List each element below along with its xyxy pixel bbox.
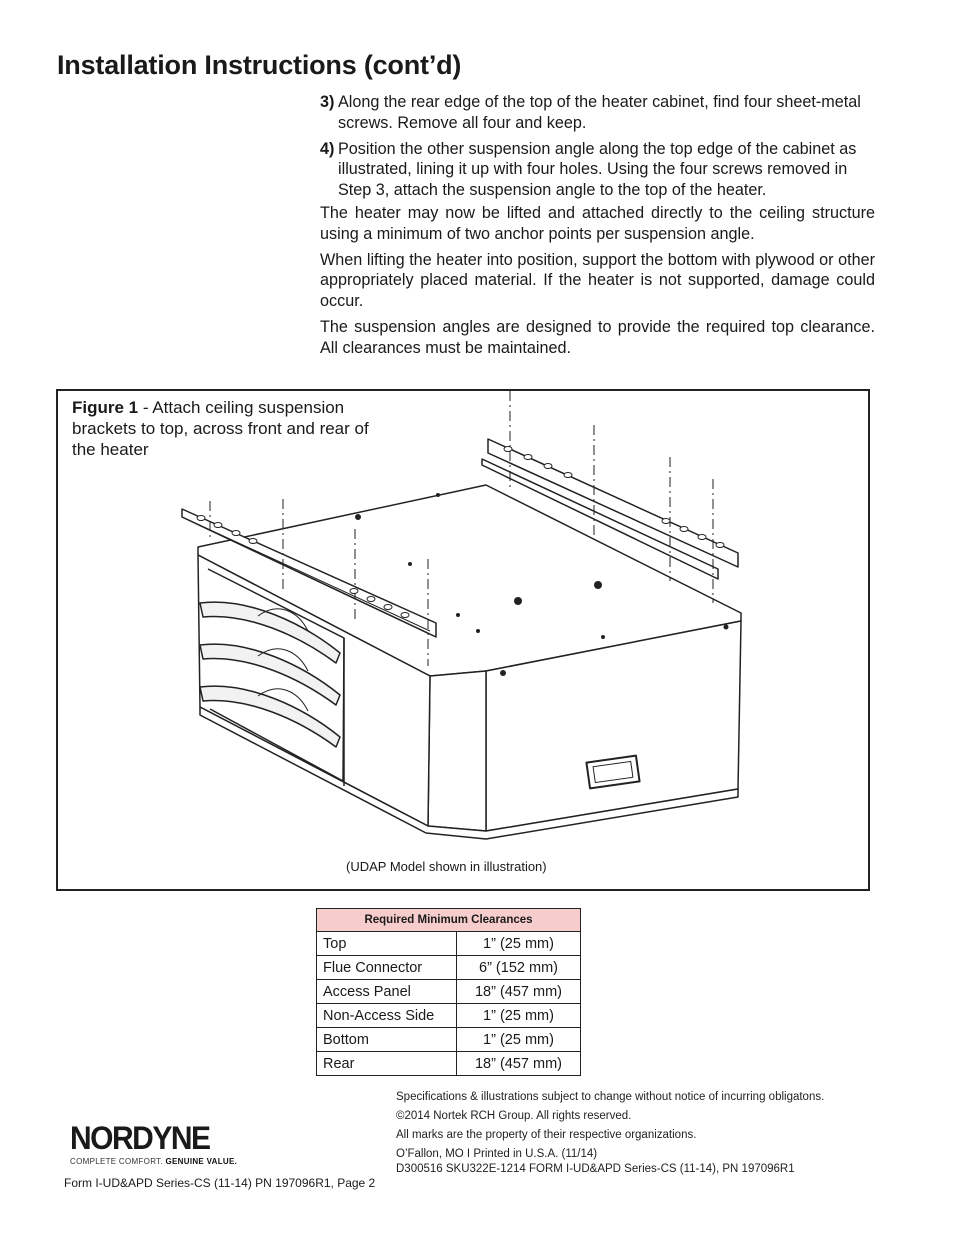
table-row	[317, 1028, 581, 1052]
access-handle	[586, 756, 639, 789]
figure-note: (UDAP Model shown in illustration)	[346, 859, 547, 874]
paragraph-lifting: The heater may now be lifted and attached directly to the ceiling structure using a minimum of two anchor points per suspension angle.	[320, 203, 875, 243]
step-text: Along the rear edge of the top of the heater cabinet, find four sheet-metal screws. Remove all four and keep.	[338, 93, 861, 132]
clearance-value: 6” (152 mm)	[457, 956, 581, 980]
clearance-value: 1” (25 mm)	[457, 1004, 581, 1028]
table-row	[317, 956, 581, 980]
step-number: 3)	[320, 93, 335, 111]
logo-tagline-bold: GENUINE VALUE.	[165, 1157, 238, 1166]
figure-1	[56, 389, 870, 891]
figure-caption	[72, 397, 392, 460]
fine-print	[396, 1088, 824, 1179]
figure-caption-text: - Attach ceiling suspension brackets to top, across front and rear of the heater	[72, 398, 369, 459]
clearance-location: Rear	[317, 1052, 457, 1076]
clearances-table-title: Required Minimum Clearances	[317, 909, 581, 932]
clearance-value: 18” (457 mm)	[457, 980, 581, 1004]
fine-print-line: All marks are the property of their respective organizations.	[396, 1129, 697, 1141]
fine-print-line: ©2014 Nortek RCH Group. All rights reserved.	[396, 1110, 632, 1122]
clearance-location: Top	[317, 932, 457, 956]
clearance-location: Flue Connector	[317, 956, 457, 980]
form-id: Form I-UD&APD Series-CS (11-14) PN 197096R1, Page 2	[64, 1176, 376, 1190]
heater-illustration	[58, 391, 868, 889]
clearances-table	[316, 908, 581, 1076]
clearance-value: 1” (25 mm)	[457, 932, 581, 956]
logo-tagline-plain: COMPLETE COMFORT.	[70, 1157, 163, 1166]
paragraph-support: When lifting the heater into position, support the bottom with plywood or other appropriately placed material. If the heater is not supported, damage could occur.	[320, 250, 875, 311]
clearance-location: Access Panel	[317, 980, 457, 1004]
clearance-location: Non-Access Side	[317, 1004, 457, 1028]
step-number: 4)	[320, 139, 335, 158]
heater-corner	[428, 671, 486, 831]
step-4	[320, 139, 875, 201]
fine-print-line: Specifications & illustrations subject to change without notice of incurring obligatons.	[396, 1091, 825, 1103]
logo-wordmark: NORDYNE	[70, 1121, 210, 1157]
nordyne-logo	[70, 1121, 237, 1166]
step-text: Position the other suspension angle along the top edge of the cabinet as illustrated, lining it up with four holes. Using the four screws removed in Step 3, attach the suspension angle to the top of the heater.	[338, 139, 857, 200]
clearance-location: Bottom	[317, 1028, 457, 1052]
table-row	[317, 1004, 581, 1028]
figure-label: Figure 1	[72, 398, 139, 417]
fine-print-line: O’Fallon, MO I Printed in U.S.A. (11/14)	[396, 1148, 598, 1160]
table-row	[317, 932, 581, 956]
clearance-value: 18” (457 mm)	[457, 1052, 581, 1076]
table-row	[317, 1052, 581, 1076]
step-3	[320, 92, 875, 134]
instructions-column	[320, 92, 875, 364]
logo-tagline	[70, 1157, 237, 1166]
paragraph-clearance: The suspension angles are designed to provide the required top clearance. All clearances must be maintained.	[320, 317, 875, 357]
table-row	[317, 980, 581, 1004]
clearance-value: 1” (25 mm)	[457, 1028, 581, 1052]
page-title: Installation Instructions (cont’d)	[57, 50, 462, 80]
fine-print-line: D300516 SKU322E-1214 FORM I-UD&APD Series-CS (11-14), PN 197096R1	[396, 1163, 795, 1175]
